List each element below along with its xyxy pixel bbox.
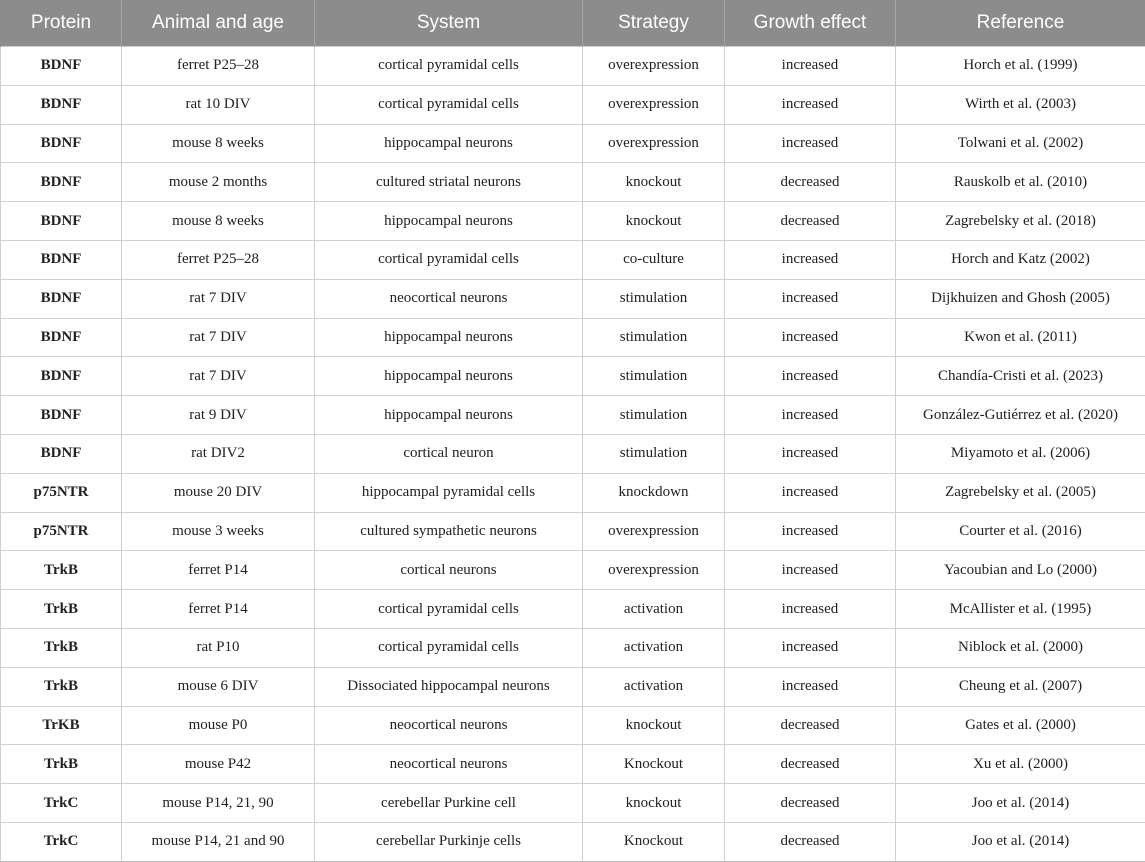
cell-reference: Gates et al. (2000) [896,706,1145,745]
table-row [1,163,1145,202]
table-row [1,706,1145,745]
cell-reference: Chandía-Cristi et al. (2023) [896,357,1145,396]
cell-animal-age: rat P10 [122,628,315,667]
cell-animal-age: mouse 2 months [122,163,315,202]
table-row [1,551,1145,590]
cell-reference: Horch and Katz (2002) [896,240,1145,279]
table-row [1,47,1145,86]
cell-protein: BDNF [1,202,122,241]
cell-reference: Joo et al. (2014) [896,784,1145,823]
cell-growth-effect: decreased [725,202,896,241]
table-row [1,318,1145,357]
cell-protein: TrkB [1,745,122,784]
table-row [1,240,1145,279]
cell-growth-effect: increased [725,47,896,86]
cell-system: hippocampal neurons [315,124,583,163]
table-row [1,473,1145,512]
cell-animal-age: ferret P25–28 [122,240,315,279]
cell-growth-effect: increased [725,434,896,473]
cell-protein: TrkB [1,667,122,706]
cell-strategy: knockout [583,202,725,241]
cell-protein: TrkC [1,822,122,861]
cell-system: hippocampal pyramidal cells [315,473,583,512]
cell-strategy: knockout [583,706,725,745]
column-header-reference: Reference [896,0,1145,47]
cell-animal-age: mouse 8 weeks [122,124,315,163]
cell-reference: Kwon et al. (2011) [896,318,1145,357]
cell-protein: BDNF [1,396,122,435]
cell-growth-effect: decreased [725,163,896,202]
cell-animal-age: mouse 20 DIV [122,473,315,512]
cell-growth-effect: decreased [725,745,896,784]
cell-animal-age: rat 7 DIV [122,279,315,318]
cell-growth-effect: decreased [725,822,896,861]
cell-growth-effect: increased [725,473,896,512]
cell-system: hippocampal neurons [315,318,583,357]
table-row [1,396,1145,435]
cell-animal-age: mouse P14, 21 and 90 [122,822,315,861]
cell-protein: p75NTR [1,512,122,551]
cell-strategy: stimulation [583,318,725,357]
cell-protein: BDNF [1,47,122,86]
cell-animal-age: mouse 3 weeks [122,512,315,551]
cell-growth-effect: increased [725,667,896,706]
column-header-protein: Protein [1,0,122,47]
header-row [1,0,1145,47]
cell-strategy: Knockout [583,745,725,784]
table-row [1,279,1145,318]
cell-animal-age: mouse P14, 21, 90 [122,784,315,823]
cell-reference: Zagrebelsky et al. (2005) [896,473,1145,512]
table-row [1,745,1145,784]
cell-system: cortical pyramidal cells [315,628,583,667]
cell-strategy: overexpression [583,551,725,590]
cell-strategy: overexpression [583,47,725,86]
cell-animal-age: mouse 8 weeks [122,202,315,241]
cell-system: hippocampal neurons [315,202,583,241]
cell-protein: TrkB [1,628,122,667]
cell-system: cortical pyramidal cells [315,85,583,124]
cell-reference: Niblock et al. (2000) [896,628,1145,667]
cell-system: neocortical neurons [315,706,583,745]
cell-system: cultured sympathetic neurons [315,512,583,551]
table-body [1,47,1145,862]
cell-strategy: activation [583,628,725,667]
cell-animal-age: rat 10 DIV [122,85,315,124]
cell-animal-age: mouse P42 [122,745,315,784]
cell-system: cortical neuron [315,434,583,473]
cell-animal-age: mouse P0 [122,706,315,745]
cell-strategy: stimulation [583,357,725,396]
cell-growth-effect: increased [725,512,896,551]
cell-system: Dissociated hippocampal neurons [315,667,583,706]
cell-animal-age: ferret P14 [122,590,315,629]
cell-strategy: overexpression [583,512,725,551]
cell-protein: BDNF [1,85,122,124]
cell-protein: p75NTR [1,473,122,512]
cell-growth-effect: increased [725,590,896,629]
cell-strategy: overexpression [583,85,725,124]
cell-strategy: stimulation [583,279,725,318]
cell-strategy: activation [583,590,725,629]
cell-protein: TrkC [1,784,122,823]
cell-animal-age: rat DIV2 [122,434,315,473]
cell-reference: Dijkhuizen and Ghosh (2005) [896,279,1145,318]
cell-growth-effect: decreased [725,706,896,745]
cell-animal-age: mouse 6 DIV [122,667,315,706]
table-header [1,0,1145,47]
cell-growth-effect: increased [725,318,896,357]
cell-strategy: overexpression [583,124,725,163]
cell-reference: Wirth et al. (2003) [896,85,1145,124]
cell-growth-effect: increased [725,124,896,163]
cell-reference: Yacoubian and Lo (2000) [896,551,1145,590]
cell-growth-effect: increased [725,240,896,279]
cell-growth-effect: increased [725,551,896,590]
cell-reference: Rauskolb et al. (2010) [896,163,1145,202]
table-row [1,822,1145,861]
cell-reference: Zagrebelsky et al. (2018) [896,202,1145,241]
table-row [1,784,1145,823]
cell-protein: TrkB [1,590,122,629]
table-row [1,357,1145,396]
cell-strategy: Knockout [583,822,725,861]
cell-protein: BDNF [1,279,122,318]
cell-system: cortical neurons [315,551,583,590]
cell-strategy: stimulation [583,434,725,473]
cell-system: neocortical neurons [315,745,583,784]
cell-reference: Miyamoto et al. (2006) [896,434,1145,473]
cell-system: hippocampal neurons [315,357,583,396]
cell-protein: BDNF [1,434,122,473]
column-header-animal-age: Animal and age [122,0,315,47]
table-row [1,590,1145,629]
cell-strategy: co-culture [583,240,725,279]
column-header-growth-effect: Growth effect [725,0,896,47]
cell-system: cortical pyramidal cells [315,47,583,86]
cell-growth-effect: increased [725,279,896,318]
cell-growth-effect: increased [725,357,896,396]
cell-protein: BDNF [1,163,122,202]
cell-protein: BDNF [1,357,122,396]
table-row [1,202,1145,241]
cell-strategy: knockdown [583,473,725,512]
cell-system: cortical pyramidal cells [315,240,583,279]
cell-animal-age: ferret P14 [122,551,315,590]
cell-protein: BDNF [1,124,122,163]
cell-animal-age: rat 7 DIV [122,357,315,396]
cell-strategy: stimulation [583,396,725,435]
table-row [1,512,1145,551]
cell-growth-effect: increased [725,628,896,667]
cell-animal-age: rat 7 DIV [122,318,315,357]
cell-reference: Cheung et al. (2007) [896,667,1145,706]
cell-reference: Xu et al. (2000) [896,745,1145,784]
cell-system: cultured striatal neurons [315,163,583,202]
table-row [1,124,1145,163]
table-row [1,667,1145,706]
cell-reference: Tolwani et al. (2002) [896,124,1145,163]
column-header-system: System [315,0,583,47]
cell-growth-effect: increased [725,85,896,124]
cell-system: neocortical neurons [315,279,583,318]
table-row [1,434,1145,473]
cell-strategy: activation [583,667,725,706]
cell-growth-effect: decreased [725,784,896,823]
cell-reference: González-Gutiérrez et al. (2020) [896,396,1145,435]
table-row [1,628,1145,667]
cell-protein: BDNF [1,240,122,279]
cell-strategy: knockout [583,784,725,823]
cell-protein: BDNF [1,318,122,357]
cell-system: cerebellar Purkine cell [315,784,583,823]
cell-reference: Joo et al. (2014) [896,822,1145,861]
column-header-strategy: Strategy [583,0,725,47]
cell-system: cerebellar Purkinje cells [315,822,583,861]
cell-reference: McAllister et al. (1995) [896,590,1145,629]
cell-reference: Courter et al. (2016) [896,512,1145,551]
cell-system: hippocampal neurons [315,396,583,435]
cell-animal-age: ferret P25–28 [122,47,315,86]
cell-animal-age: rat 9 DIV [122,396,315,435]
cell-system: cortical pyramidal cells [315,590,583,629]
cell-reference: Horch et al. (1999) [896,47,1145,86]
cell-growth-effect: increased [725,396,896,435]
cell-strategy: knockout [583,163,725,202]
table-row [1,85,1145,124]
cell-protein: TrkB [1,551,122,590]
cell-protein: TrKB [1,706,122,745]
